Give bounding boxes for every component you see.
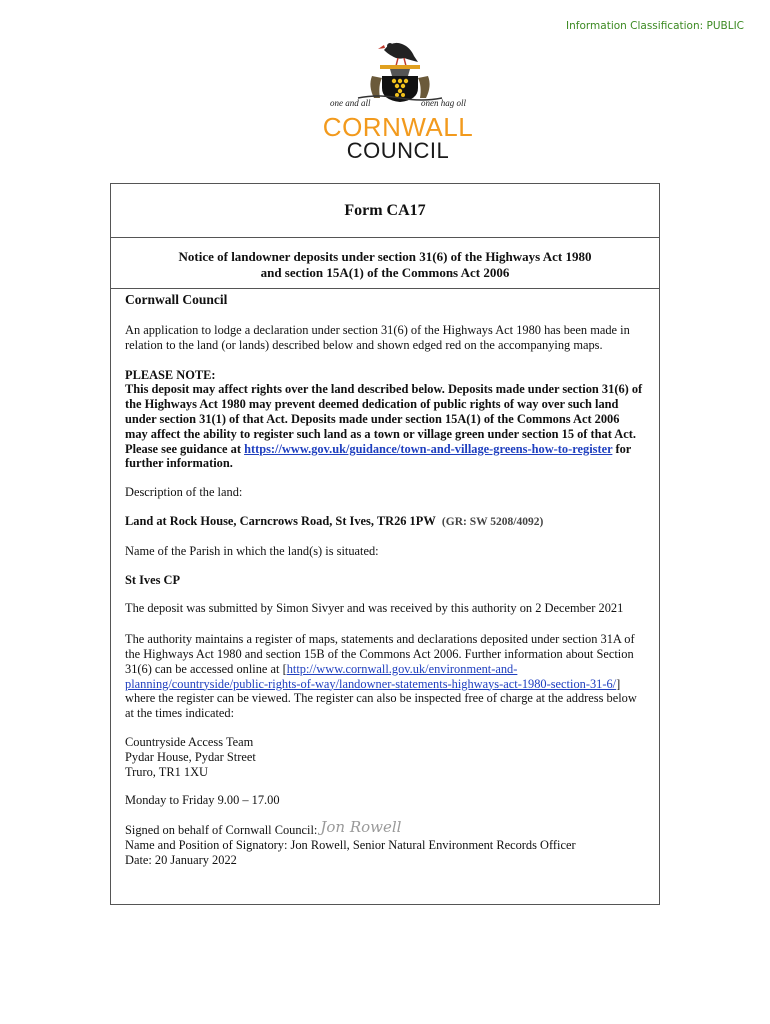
intro-paragraph: An application to lodge a declaration under section 31(6) of the Highways Act 1980 has been made in relation to the land (or lands) described below and shown edged red on the accompanying maps.: [125, 323, 630, 352]
address-line-3: Truro, TR1 1XU: [125, 764, 208, 779]
land-label: Description of the land:: [125, 485, 243, 500]
address-line-1: Countryside Access Team: [125, 734, 254, 749]
motto-left: one and all: [330, 98, 371, 108]
cornwall-council-logo: [318, 36, 478, 164]
parish-label: Name of the Parish in which the land(s) is situated:: [125, 543, 379, 558]
register-text-1: The authority maintains a register of maps, statements and declarations deposited under section 31A of the Highways Act 1980 and section 15B of the Commons Act 2006. Further information about Section 31(6) can be accessed online at [: [125, 632, 635, 676]
signed-line: [125, 818, 645, 838]
please-note-paragraph: [125, 382, 645, 471]
notice-line-1: Notice of landowner deposits under section 31(6) of the Highways Act 1980: [178, 249, 592, 264]
land-value: Land at Rock House, Carncrows Road, St Ives, TR26 1PW: [125, 513, 436, 528]
guidance-link[interactable]: https://www.gov.uk/guidance/town-and-village-greens-how-to-register: [244, 441, 613, 456]
grid-reference: (GR: SW 5208/4092): [441, 515, 544, 528]
brand-name-cornwall: CORNWALL: [322, 112, 474, 142]
notice-heading: [111, 238, 659, 289]
register-link[interactable]: http://www.cornwall.gov.uk/environment-and-planning/countryside/public-rights-of-way/landowner-statements-highways-act-1980-section-31-6/: [125, 661, 617, 691]
register-paragraph: [125, 632, 645, 721]
form-title: Form CA17: [111, 184, 659, 238]
signed-label: Signed on behalf of Cornwall Council:: [125, 823, 318, 838]
council-name: Cornwall Council: [125, 292, 228, 307]
motto: [330, 98, 466, 108]
register-text-2: ] where the register can be viewed. The register can also be inspected free of charge at the address below at the times indicated:: [125, 676, 637, 721]
please-note-tail: for further information.: [125, 441, 632, 471]
coat-of-arms-icon: [318, 36, 478, 102]
opening-hours: Monday to Friday 9.00 – 17.00: [125, 793, 280, 808]
brand-name-council: COUNCIL: [346, 138, 450, 163]
land-description: [125, 514, 645, 530]
form-body: [111, 289, 659, 868]
parish-value: St Ives CP: [125, 572, 181, 587]
signature: Jon Rowell: [320, 818, 402, 837]
deposit-paragraph: The deposit was submitted by Simon Sivyer and was received by this authority on 2 December 2021: [125, 601, 624, 616]
form-box: [110, 183, 660, 905]
please-note-text: This deposit may affect rights over the land described below. Deposits made under section 31(6) of the Highways Act 1980 may prevent deemed dedication of public rights of way over such land under section 31(1) of that Act. Deposits made under section 15A(1) of the Commons Act 2006 may affect the ability to register such land as a town or village green under section 15 of that Act. Please see guidance at: [125, 382, 643, 456]
signatory-line: Name and Position of Signatory: Jon Rowell, Senior Natural Environment Records Officer: [125, 837, 576, 852]
notice-line-2: and section 15A(1) of the Commons Act 2006: [260, 265, 510, 280]
classification-label: Information Classification: PUBLIC: [566, 20, 744, 32]
date-line: Date: 20 January 2022: [125, 852, 237, 867]
motto-right: onen hag oll: [421, 98, 466, 108]
address-line-2: Pydar House, Pydar Street: [125, 749, 256, 764]
please-note-heading: PLEASE NOTE:: [125, 367, 216, 382]
